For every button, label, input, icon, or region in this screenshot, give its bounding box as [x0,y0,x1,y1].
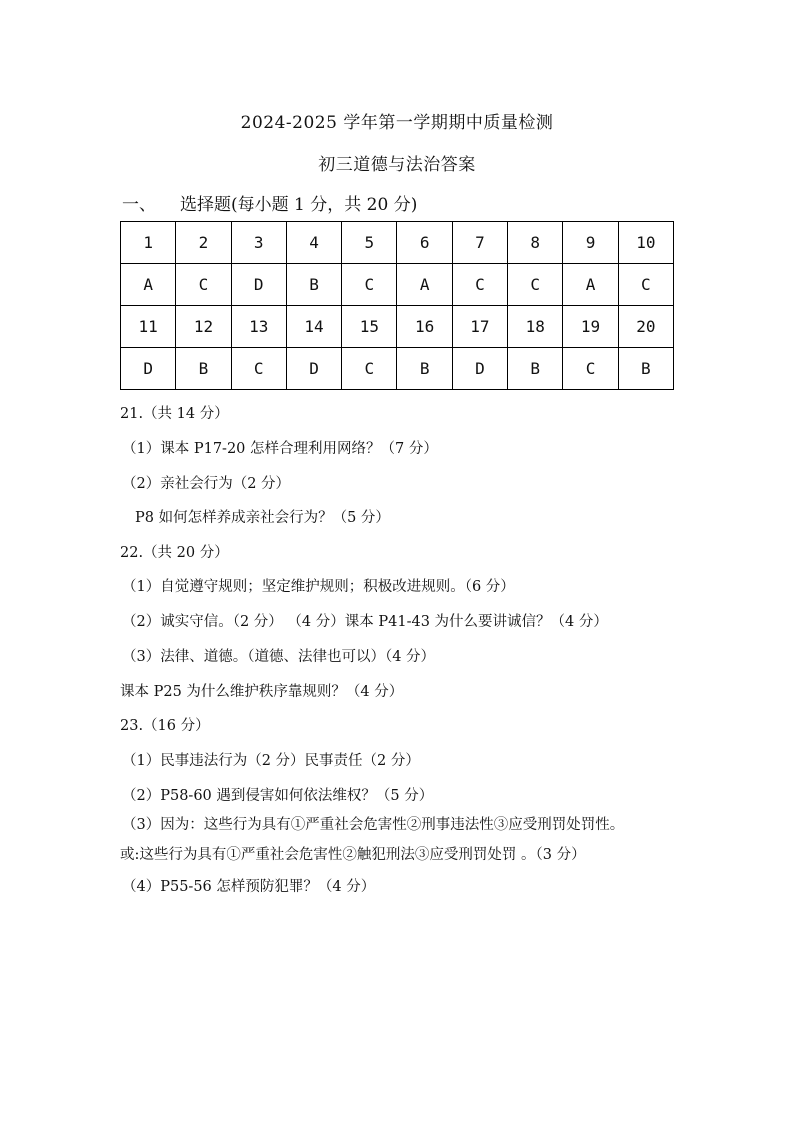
table-cell: B [176,348,231,390]
table-cell: A [397,264,452,306]
q22-line-1: （1）自觉遵守规则；坚定维护规则；积极改进规则。（6 分） [122,579,515,595]
table-row [121,348,674,390]
table-cell: C [342,264,397,306]
q23-line-2: （2）P58-60 遇到侵害如何依法维权？（5 分） [122,788,434,804]
table-cell: 5 [342,222,397,264]
table-cell: 13 [231,306,286,348]
q23-line-1: （1）民事违法行为（2 分）民事责任（2 分） [122,753,420,769]
table-cell: C [618,264,673,306]
table-cell: 2 [176,222,231,264]
table-cell: 17 [452,306,507,348]
table-cell: B [286,264,341,306]
table-cell: 14 [286,306,341,348]
table-cell: 1 [121,222,176,264]
table-cell: B [618,348,673,390]
table-cell: D [286,348,341,390]
q23-line-5: （4）P55-56 怎样预防犯罪？（4 分） [122,879,376,895]
q22-line-2: （2）诚实守信。（2 分） （4 分）课本 P41-43 为什么要讲诚信？（4 分） [122,614,608,630]
table-cell: 10 [618,222,673,264]
page-title: 2024-2025 学年第一学期期中质量检测 [240,113,554,133]
q21-line-3: P8 如何怎样养成亲社会行为？（5 分） [135,510,390,526]
table-row [121,306,674,348]
table-row [121,222,674,264]
table-cell: A [121,264,176,306]
q23-line-3: （3）因为：这些行为具有①严重社会危害性②刑事违法性③应受刑罚处罚性。 [122,817,625,833]
table-cell: 7 [452,222,507,264]
table-cell: 18 [508,306,563,348]
section-heading-choice [122,190,417,215]
table-cell: 16 [397,306,452,348]
table-cell: C [563,348,618,390]
table-cell: C [231,348,286,390]
q22-heading: 22.（共 20 分） [120,545,229,561]
section-label: 选择题(每小题 1 分，共 20 分) [180,195,418,215]
table-cell: D [121,348,176,390]
table-cell: 4 [286,222,341,264]
table-cell: 8 [508,222,563,264]
q22-line-4: 课本 P25 为什么维护秩序靠规则？（4 分） [120,684,404,700]
table-cell: A [563,264,618,306]
table-cell: C [508,264,563,306]
table-cell: D [452,348,507,390]
q21-line-2: （2）亲社会行为（2 分） [122,476,291,492]
table-cell: 11 [121,306,176,348]
table-cell: 20 [618,306,673,348]
table-cell: 15 [342,306,397,348]
table-cell: B [397,348,452,390]
q21-heading: 21.（共 14 分） [120,406,229,422]
table-cell: C [176,264,231,306]
table-cell: B [508,348,563,390]
q22-line-3: （3）法律、道德。（道德、法律也可以）（4 分） [122,649,436,665]
table-cell: 3 [231,222,286,264]
table-cell: C [342,348,397,390]
table-cell: 12 [176,306,231,348]
q23-heading: 23.（16 分） [120,718,210,734]
table-cell: 19 [563,306,618,348]
table-cell: 9 [563,222,618,264]
table-row [121,264,674,306]
page-subtitle: 初三道德与法治答案 [318,155,476,175]
q21-line-1: （1）课本 P17-20 怎样合理利用网络？（7 分） [122,441,438,457]
q23-line-4: 或:这些行为具有①严重社会危害性②触犯刑法③应受刑罚处罚 。（3 分） [120,847,586,863]
answer-table [120,221,674,390]
table-cell: 6 [397,222,452,264]
section-number: 一、 [122,195,156,215]
table-cell: C [452,264,507,306]
table-cell: D [231,264,286,306]
